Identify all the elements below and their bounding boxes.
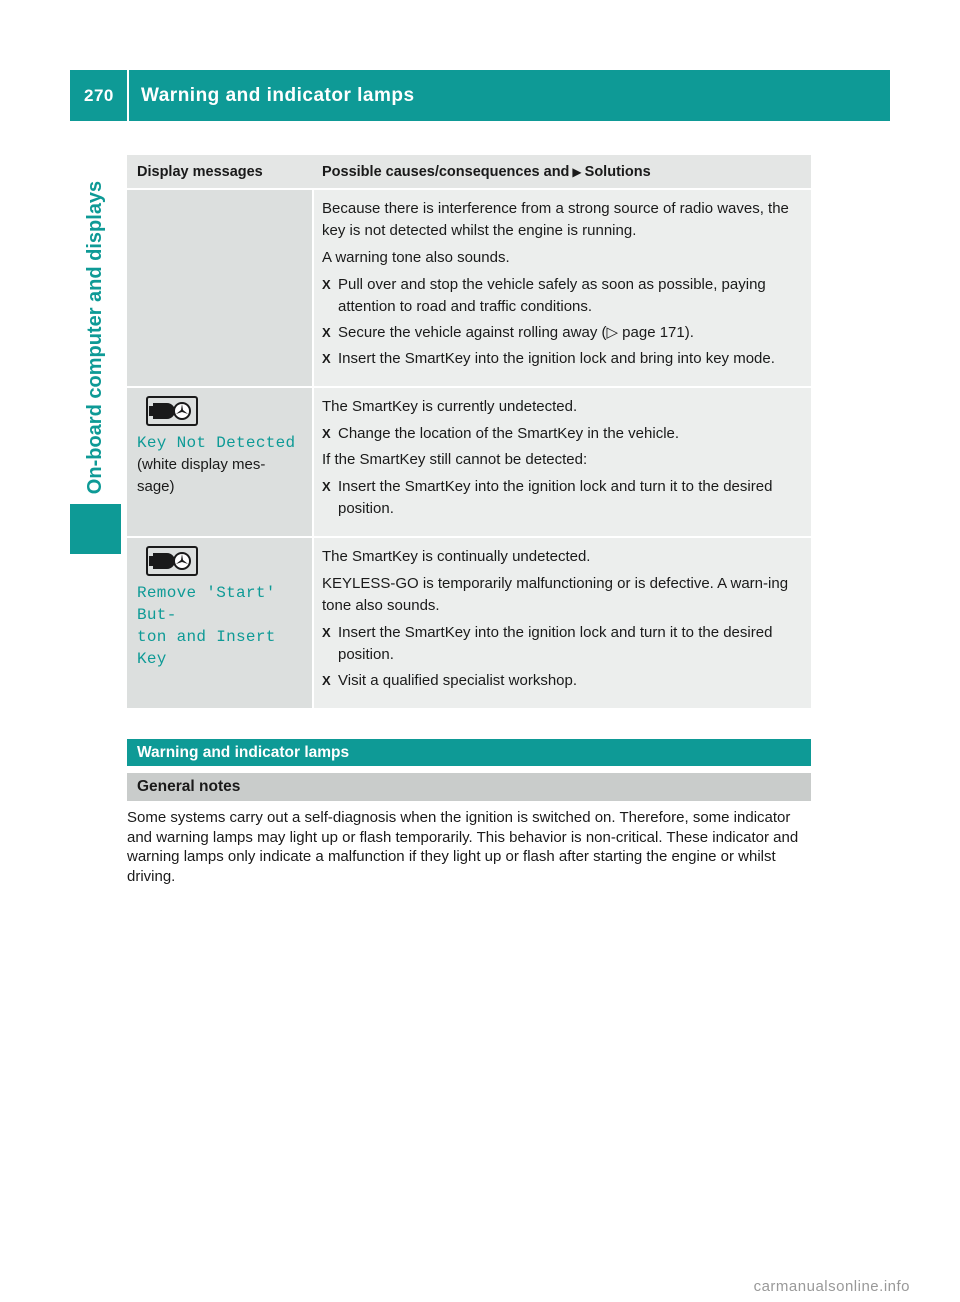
solution-step <box>322 670 803 692</box>
solution-step <box>322 622 803 666</box>
display-message-text: ton and Insert Key <box>137 628 276 668</box>
chapter-marker <box>70 504 121 554</box>
table-row <box>127 538 811 710</box>
cause-text: Because there is interference from a strong source of radio waves, the key is not detected whilst the engine is running. <box>322 200 789 239</box>
col-display-messages: Display messages <box>137 163 263 180</box>
general-notes-paragraph: Some systems carry out a self-diagnosis when the ignition is switched on. Therefore, some indicator and warning lamps may light up or flash temporarily. This behavior is non-critical. These indicator and warning lamps only indicate a malfunction if they light up or flash after starting the engine or whilst driving. <box>127 809 799 885</box>
cause-text: KEYLESS-GO is temporarily malfunctioning or is defective. A warn-ing tone also sounds. <box>322 575 789 614</box>
solution-step <box>322 476 803 520</box>
table-body <box>127 190 811 710</box>
cause-text: A warning tone also sounds. <box>322 249 510 266</box>
page-title: Warning and indicator lamps <box>141 84 415 106</box>
step-text: Visit a qualified specialist workshop. <box>338 672 578 689</box>
solution-arrow-icon: ▶ <box>572 164 582 179</box>
subsection-heading: General notes <box>127 773 811 801</box>
step-marker-icon: X <box>322 673 331 688</box>
smartkey-icon <box>137 396 203 426</box>
step-text: Insert the SmartKey into the ignition lock and turn it to the desired position. <box>338 478 773 517</box>
step-marker-icon: X <box>322 325 331 340</box>
step-text: Insert the SmartKey into the ignition lock and turn it to the desired position. <box>338 624 773 663</box>
chapter-side-tab <box>70 121 121 553</box>
smartkey-icon <box>137 546 203 576</box>
watermark: carmanualsonline.info <box>753 1278 910 1295</box>
display-message-text: Key Not Detected <box>137 434 296 452</box>
display-message-text: Remove 'Start' But‐ <box>137 584 276 624</box>
cause-text: The SmartKey is currently undetected. <box>322 398 578 415</box>
col-causes-solutions <box>314 155 811 188</box>
causes-solutions-cell <box>314 190 811 386</box>
display-message-cell <box>127 538 314 708</box>
display-message-cell <box>127 190 314 386</box>
table-header <box>127 155 811 190</box>
cause-text: The SmartKey is continually undetected. <box>322 548 591 565</box>
table-row <box>127 388 811 538</box>
display-message-note: (white display mes-sage) <box>137 456 266 495</box>
cause-text: If the SmartKey still cannot be detected: <box>322 451 588 468</box>
step-marker-icon: X <box>322 426 331 441</box>
causes-solutions-cell <box>314 538 811 708</box>
col2-header-text: Possible causes/consequences and <box>322 163 570 180</box>
solution-step <box>322 423 803 445</box>
col2-header-solutions: Solutions <box>584 163 651 180</box>
solution-step <box>322 348 803 370</box>
step-marker-icon: X <box>322 277 331 292</box>
step-text: Secure the vehicle against rolling away (▷ page 171). <box>338 324 694 341</box>
solution-step <box>322 322 803 344</box>
step-text: Change the location of the SmartKey in the vehicle. <box>338 425 680 442</box>
step-marker-icon: X <box>322 479 331 494</box>
step-marker-icon: X <box>322 351 331 366</box>
section-heading: Warning and indicator lamps <box>127 739 811 766</box>
page-number: 270 <box>84 85 114 105</box>
table-row <box>127 190 811 388</box>
chapter-label: On-board computer and displays <box>84 180 107 494</box>
causes-solutions-cell <box>314 388 811 536</box>
display-message-cell <box>127 388 314 536</box>
step-marker-icon: X <box>322 625 331 640</box>
step-text: Insert the SmartKey into the ignition lock and bring into key mode. <box>338 350 775 367</box>
display-messages-table <box>127 155 811 710</box>
solution-step <box>322 274 803 318</box>
step-text: Pull over and stop the vehicle safely as soon as possible, paying attention to road and traffic conditions. <box>338 276 766 315</box>
page-header <box>70 70 890 121</box>
